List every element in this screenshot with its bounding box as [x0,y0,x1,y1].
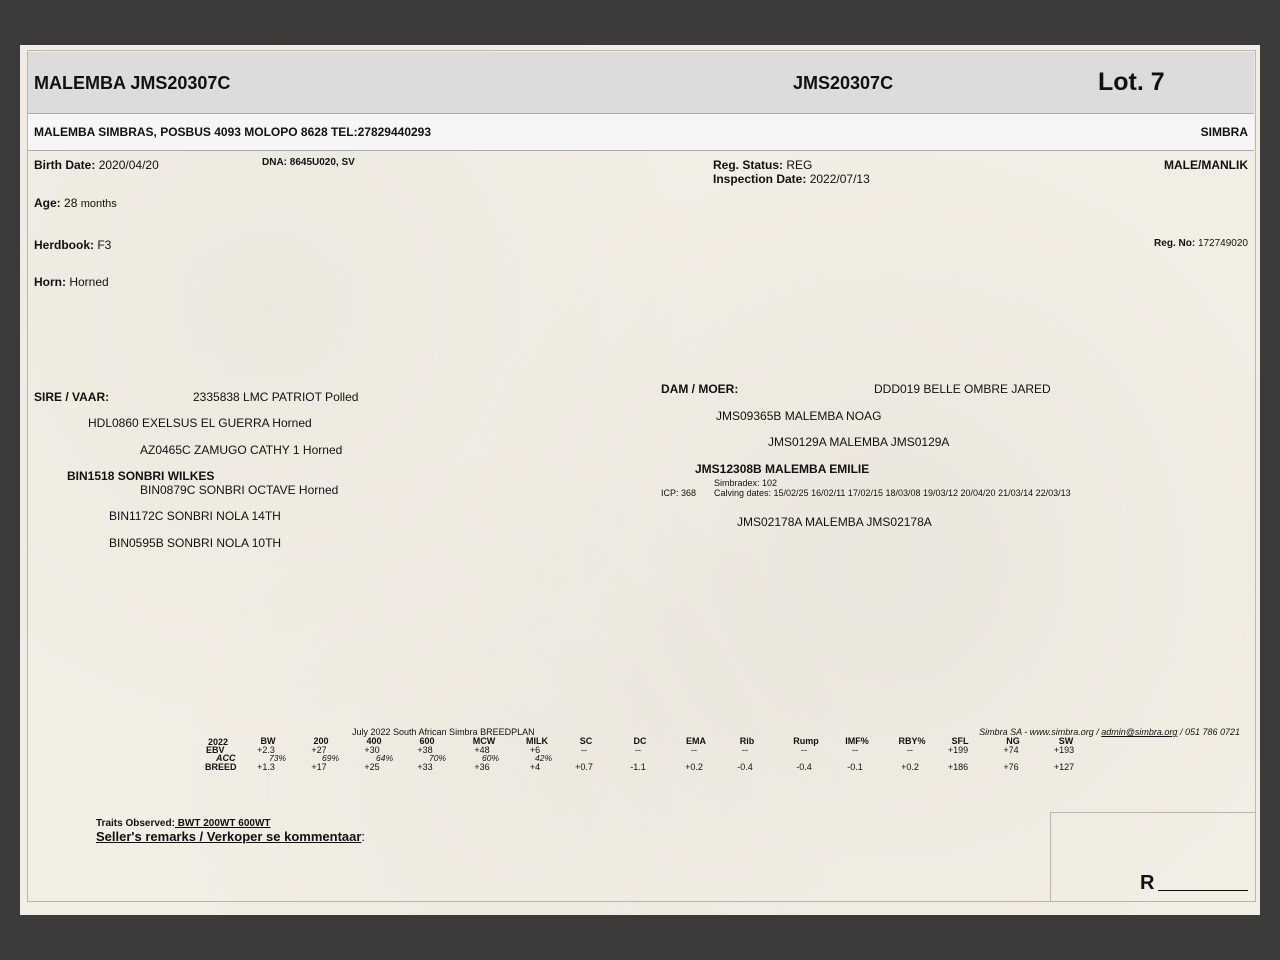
traits-value: BWT 200WT 600WT [174,818,271,829]
animal-name: MALEMBA JMS20307C [34,73,231,93]
ebv-breed-cell: -1.1 [630,762,646,772]
sire-sire: 2335838 LMC PATRIOT Polled [193,390,359,404]
breeder-info: MALEMBA SIMBRAS, POSBUS 4093 MOLOPO 8628 TEL:27829440293 [34,125,432,139]
ebv-breed-cell: +0.2 [685,762,703,772]
ebv-value-cell: +30 [364,745,380,755]
ebv-breed-cell: +36 [474,762,490,772]
ebv-header-cell: BW [260,736,276,746]
ebv-breed-cell: -0.4 [737,762,753,772]
dam-name: JMS12308B MALEMBA EMILIE [695,462,870,476]
ebv-breed-cell: +76 [1003,762,1019,772]
birth-date-label: Birth Date: [34,158,96,172]
traits-observed [96,818,271,829]
ebv-header-cell: 600 [419,736,435,746]
breedplan-title: July 2022 South African Simbra BREEDPLAN [352,727,535,737]
ebv-acc-cell: 64% [376,753,394,763]
horn-label: Horn: [34,275,66,289]
ebv-value-cell: -- [691,745,697,755]
reg-status-value: REG [786,158,813,172]
ebv-value-cell: +2.3 [257,745,275,755]
reg-status-label: Reg. Status: [713,158,784,172]
ebv-header-cell: 200 [313,736,329,746]
breed-label: SIMBRA [1200,125,1248,139]
herdbook-value: F3 [97,238,112,252]
ebv-breed-cell: -0.1 [847,762,863,772]
horn [34,275,109,289]
contact-prefix: Simbra SA - www.simbra.org / [979,727,1102,737]
ebv-header-cell: MILK [526,736,548,746]
reg-no-label: Reg. No: [1154,238,1196,249]
inspection-date [713,172,870,186]
reg-status [713,158,812,172]
dam-pedigree-line: JMS02178A MALEMBA JMS02178A [737,515,932,529]
inspection-label: Inspection Date: [713,172,807,186]
ebv-breed-cell: +0.2 [901,762,919,772]
dam-pedigree-line: JMS0129A MALEMBA JMS0129A [768,435,950,449]
ebv-value-cell: +38 [417,745,433,755]
reg-no [1154,238,1248,249]
row-breed-label: BREED [205,762,237,772]
contact-suffix: / 051 786 0721 [1177,727,1240,737]
ebv-value-cell: -- [907,745,913,755]
ebv-header-cell: SW [1058,736,1074,746]
sex-label: MALE/MANLIK [1164,158,1248,172]
ebv-breed-cell: +25 [364,762,380,772]
ebv-acc-cell: 73% [269,753,287,763]
ebv-value-cell: -- [742,745,748,755]
ebv-header-cell: RBY% [898,736,926,746]
herdbook [34,238,111,252]
horn-value: Horned [69,275,109,289]
ebv-header-cell: Rump [793,736,819,746]
ebv-breed-cell: +4 [529,762,541,772]
sire-pedigree-line: AZ0465C ZAMUGO CATHY 1 Horned [140,443,343,457]
ebv-breed-cell: +127 [1053,762,1075,772]
ebv-header-cell: SC [579,736,593,746]
herdbook-label: Herdbook: [34,238,94,252]
sire-label: SIRE / VAAR: [34,390,110,404]
ebv-header-cell: IMF% [845,736,869,746]
dam-pedigree-line: JMS09365B MALEMBA NOAG [716,409,882,423]
row-ebv-label: EBV [206,745,225,755]
ebv-header-cell: SFL [951,736,969,746]
age-unit: months [80,198,117,210]
sire-name: BIN1518 SONBRI WILKES [67,469,215,483]
price-line[interactable] [1158,890,1248,891]
contact-email[interactable]: admin@simbra.org [1101,727,1178,737]
traits-label: Traits Observed: [96,818,175,829]
ebv-acc-cell: 42% [535,753,553,763]
ebv-header-cell: DC [633,736,647,746]
ebv-value-cell: +199 [947,745,969,755]
ebv-header-cell: MCW [472,736,496,746]
lot-number: Lot. 7 [1098,68,1165,96]
inspection-value: 2022/07/13 [809,172,870,186]
ebv-value-cell: +193 [1053,745,1075,755]
sire-pedigree-line: HDL0860 EXELSUS EL GUERRA Horned [88,416,312,430]
sire-dam: BIN0879C SONBRI OCTAVE Horned [140,483,339,497]
row-acc-label: ACC [216,753,236,763]
age-label: Age: [34,196,61,210]
age-value: 28 [64,196,78,210]
ebv-breed-cell: +0.7 [575,762,593,772]
ebv-value-cell: -- [635,745,641,755]
sire-pedigree-line: BIN1172C SONBRI NOLA 14TH [109,509,281,523]
dam-label: DAM / MOER: [661,382,739,396]
ebv-breed-cell: +1.3 [257,762,275,772]
sire-pedigree-line: BIN0595B SONBRI NOLA 10TH [109,536,282,550]
simbradex: Simbradex: 102 [714,478,778,488]
remarks-label: Seller's remarks / Verkoper se kommentaar [96,829,362,844]
ebv-acc-cell: 69% [322,753,340,763]
ebv-value-cell: +48 [474,745,490,755]
icp: ICP: 368 [661,488,697,498]
animal-code: JMS20307C [793,73,894,93]
remarks-colon: : [361,829,366,844]
ebv-header-cell: 400 [366,736,382,746]
ebv-header-cell: EMA [686,736,706,746]
birth-date-value: 2020/04/20 [98,158,159,172]
seller-remarks [96,829,365,844]
ebv-breed-cell: +33 [417,762,433,772]
row-year: 2022 [208,737,229,747]
ebv-value-cell: +27 [311,745,327,755]
ebv-breed-cell: +186 [947,762,969,772]
dna-info: DNA: 8645U020, SV [262,157,355,168]
ebv-value-cell: -- [852,745,858,755]
ebv-acc-cell: 60% [482,753,500,763]
ebv-acc-cell: 70% [429,753,447,763]
ebv-value-cell: -- [801,745,807,755]
ebv-header-cell: Rib [739,736,755,746]
calving-dates: Calving dates: 15/02/25 16/02/11 17/02/15 18/03/08 19/03/12 20/04/20 21/03/14 22/03/13 [714,488,1071,498]
ebv-breed-cell: +17 [311,762,327,772]
ebv-value-cell: -- [581,745,587,755]
reg-no-value: 172749020 [1197,238,1248,249]
ebv-breed-cell: -0.4 [796,762,812,772]
ebv-header-cell: NG [1006,736,1020,746]
age [34,196,117,210]
dam-pedigree-line: DDD019 BELLE OMBRE JARED [874,382,1051,396]
ebv-value-cell: +74 [1003,745,1019,755]
birth-date [34,158,159,172]
price-label: R [1140,872,1155,894]
ebv-value-cell: +6 [529,745,541,755]
